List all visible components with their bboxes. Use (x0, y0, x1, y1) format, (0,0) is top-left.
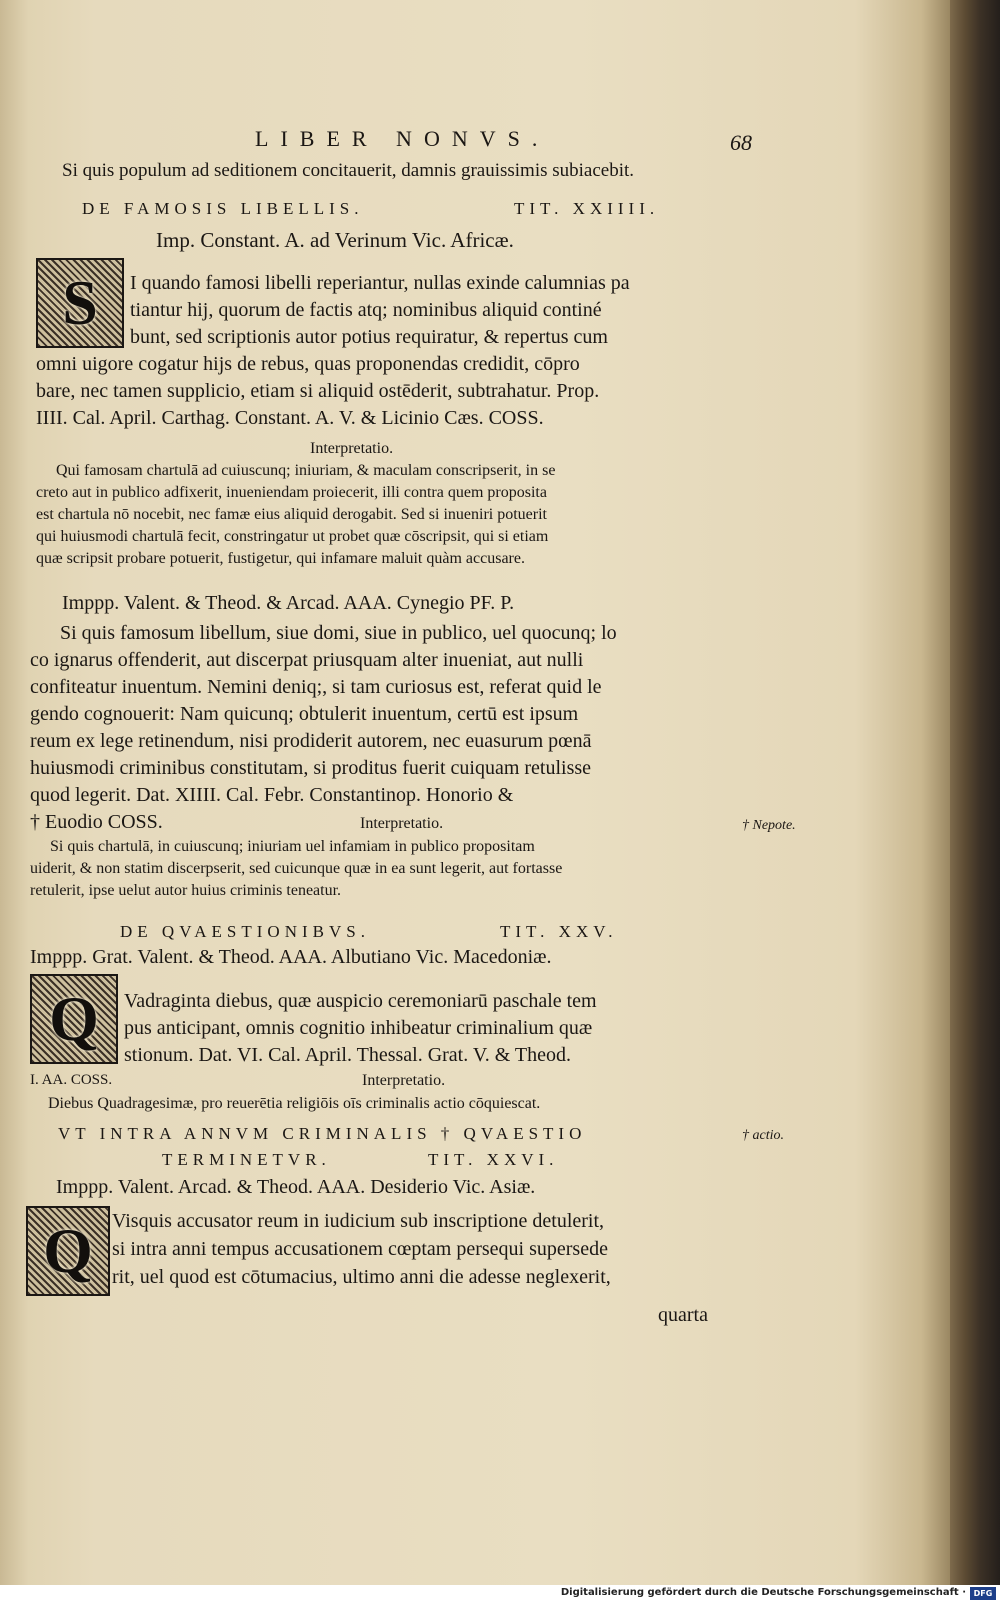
text-line: Si quis famosum libellum, siue domi, siue in publico, uel quocunq; lo (60, 622, 617, 644)
interpretation-line: qui huiusmodi chartulā fecit, constringatur ut probet quæ cōscripsit, qui si etiam (36, 528, 549, 545)
text-line: I quando famosi libelli reperiantur, nullas exinde calumnias pa (130, 272, 630, 294)
text-line: bunt, sed scriptionis autor potius requiratur, & repertus cum (130, 326, 608, 348)
decorated-initial-q: Q (30, 974, 118, 1064)
interpretation-line: Diebus Quadragesimæ, pro reuerētia religiōis oīs criminalis actio cōquiescat. (48, 1095, 541, 1112)
section-title-number: TIT. XXIIII. (514, 199, 660, 218)
text-line: Visquis accusator reum in iudicium sub inscriptione detulerit, (112, 1210, 605, 1232)
interpretatio-label: Interpretatio. (310, 440, 394, 457)
section-title-number: TIT. XXVI. (428, 1150, 559, 1169)
text-line: quod legerit. Dat. XIIII. Cal. Febr. Constantinop. Honorio & (30, 784, 514, 806)
text-line: pus anticipant, omnis cognitio inhibeatur criminalium quæ (124, 1017, 593, 1039)
imperial-address: Imppp. Valent. & Theod. & Arcad. AAA. Cynegio PF. P. (62, 592, 515, 614)
section-title-number: TIT. XXV. (500, 922, 618, 941)
margin-note: † Nepote. (742, 818, 796, 833)
text-line: I. AA. COSS. (30, 1072, 113, 1088)
text-line: Si quis populum ad seditionem concitauerit, damnis grauissimis subiacebit. (62, 160, 635, 181)
text-line: bare, nec tamen supplicio, etiam si aliquid ostēderit, subtrahatur. Prop. (36, 380, 600, 402)
book-binding-edge (950, 0, 1000, 1585)
interpretatio-label: Interpretatio. (360, 815, 444, 832)
text-line: tiantur hij, quorum de factis atq; nominibus aliquid continé (130, 299, 602, 321)
text-line: huiusmodi criminibus constitutam, si proditus fuerit cuiquam retulisse (30, 757, 592, 779)
margin-note: † actio. (742, 1128, 784, 1143)
footer-credit: Digitalisierung gefördert durch die Deutsche Forschungsgemeinschaft · (560, 1587, 966, 1598)
section-heading: VT INTRA ANNVM CRIMINALIS † QVAESTIO (58, 1124, 587, 1143)
interpretation-line: est chartula nō nocebit, nec famæ eius aliquid derogabit. Sed si inueniri potuerit (36, 506, 547, 523)
running-head: LIBER NONVS. (255, 126, 550, 151)
text-line: reum ex lege retinendum, nisi prodiderit autorem, nec euasurum pœnā (30, 730, 592, 752)
text-line: stionum. Dat. VI. Cal. April. Thessal. Grat. V. & Theod. (124, 1044, 572, 1066)
interpretation-line: quæ scripsit probare potuerit, fustigetur, qui infamare maluit quàm accusare. (36, 550, 525, 567)
section-heading: DE QVAESTIONIBVS. (120, 922, 370, 941)
interpretation-line: Si quis chartulā, in cuiuscunq; iniuriam uel infamiam in publico propositam (50, 838, 535, 855)
interpretation-line: uiderit, & non statim discerpserit, sed cuicunque quæ in ea sunt legerit, aut fortasse (30, 860, 563, 877)
catchword: quarta (658, 1304, 708, 1326)
text-line: rit, uel quod est cōtumacius, ultimo anni die adesse neglexerit, (112, 1266, 611, 1288)
text-line: omni uigore cogatur hijs de rebus, quas proponendas credidit, cōpro (36, 353, 580, 375)
dfg-logo: DFG (970, 1587, 996, 1600)
text-line: IIII. Cal. April. Carthag. Constant. A. V. & Licinio Cæs. COSS. (36, 407, 544, 429)
interpretation-line: creto aut in publico adfixerit, inueniendam proiecerit, illi contra quem proposita (36, 484, 547, 501)
text-line: si intra anni tempus accusationem cœptam persequi supersede (112, 1238, 608, 1260)
interpretatio-label: Interpretatio. (362, 1072, 446, 1089)
section-heading: TERMINETVR. (162, 1150, 331, 1169)
text-line: † Euodio COSS. (30, 811, 163, 833)
decorated-initial-q: Q (26, 1206, 110, 1296)
interpretation-line: Qui famosam chartulā ad cuiuscunq; iniuriam, & maculam conscripserit, in se (56, 462, 556, 479)
imperial-address: Imppp. Grat. Valent. & Theod. AAA. Albutiano Vic. Macedoniæ. (30, 946, 552, 968)
text-line: co ignarus offenderit, aut discerpat priusquam alter inueniat, aut nulli (30, 649, 584, 671)
decorated-initial-s: S (36, 258, 124, 348)
imperial-address: Imppp. Valent. Arcad. & Theod. AAA. Desiderio Vic. Asiæ. (56, 1176, 536, 1198)
interpretation-line: retulerit, ipse uelut autor huius criminis teneatur. (30, 882, 342, 899)
imperial-address: Imp. Constant. A. ad Verinum Vic. Africæ. (156, 228, 514, 252)
text-line: gendo cognouerit: Nam quicunq; obtulerit inuentum, certū est ipsum (30, 703, 579, 725)
section-heading: DE FAMOSIS LIBELLIS. (82, 199, 364, 218)
text-line: Vadraginta diebus, quæ auspicio ceremoniarū paschale tem (124, 990, 597, 1012)
text-line: confiteatur inuentum. Nemini deniq;, si tam curiosus est, referat quid le (30, 676, 602, 698)
page-number: 68 (730, 130, 752, 155)
